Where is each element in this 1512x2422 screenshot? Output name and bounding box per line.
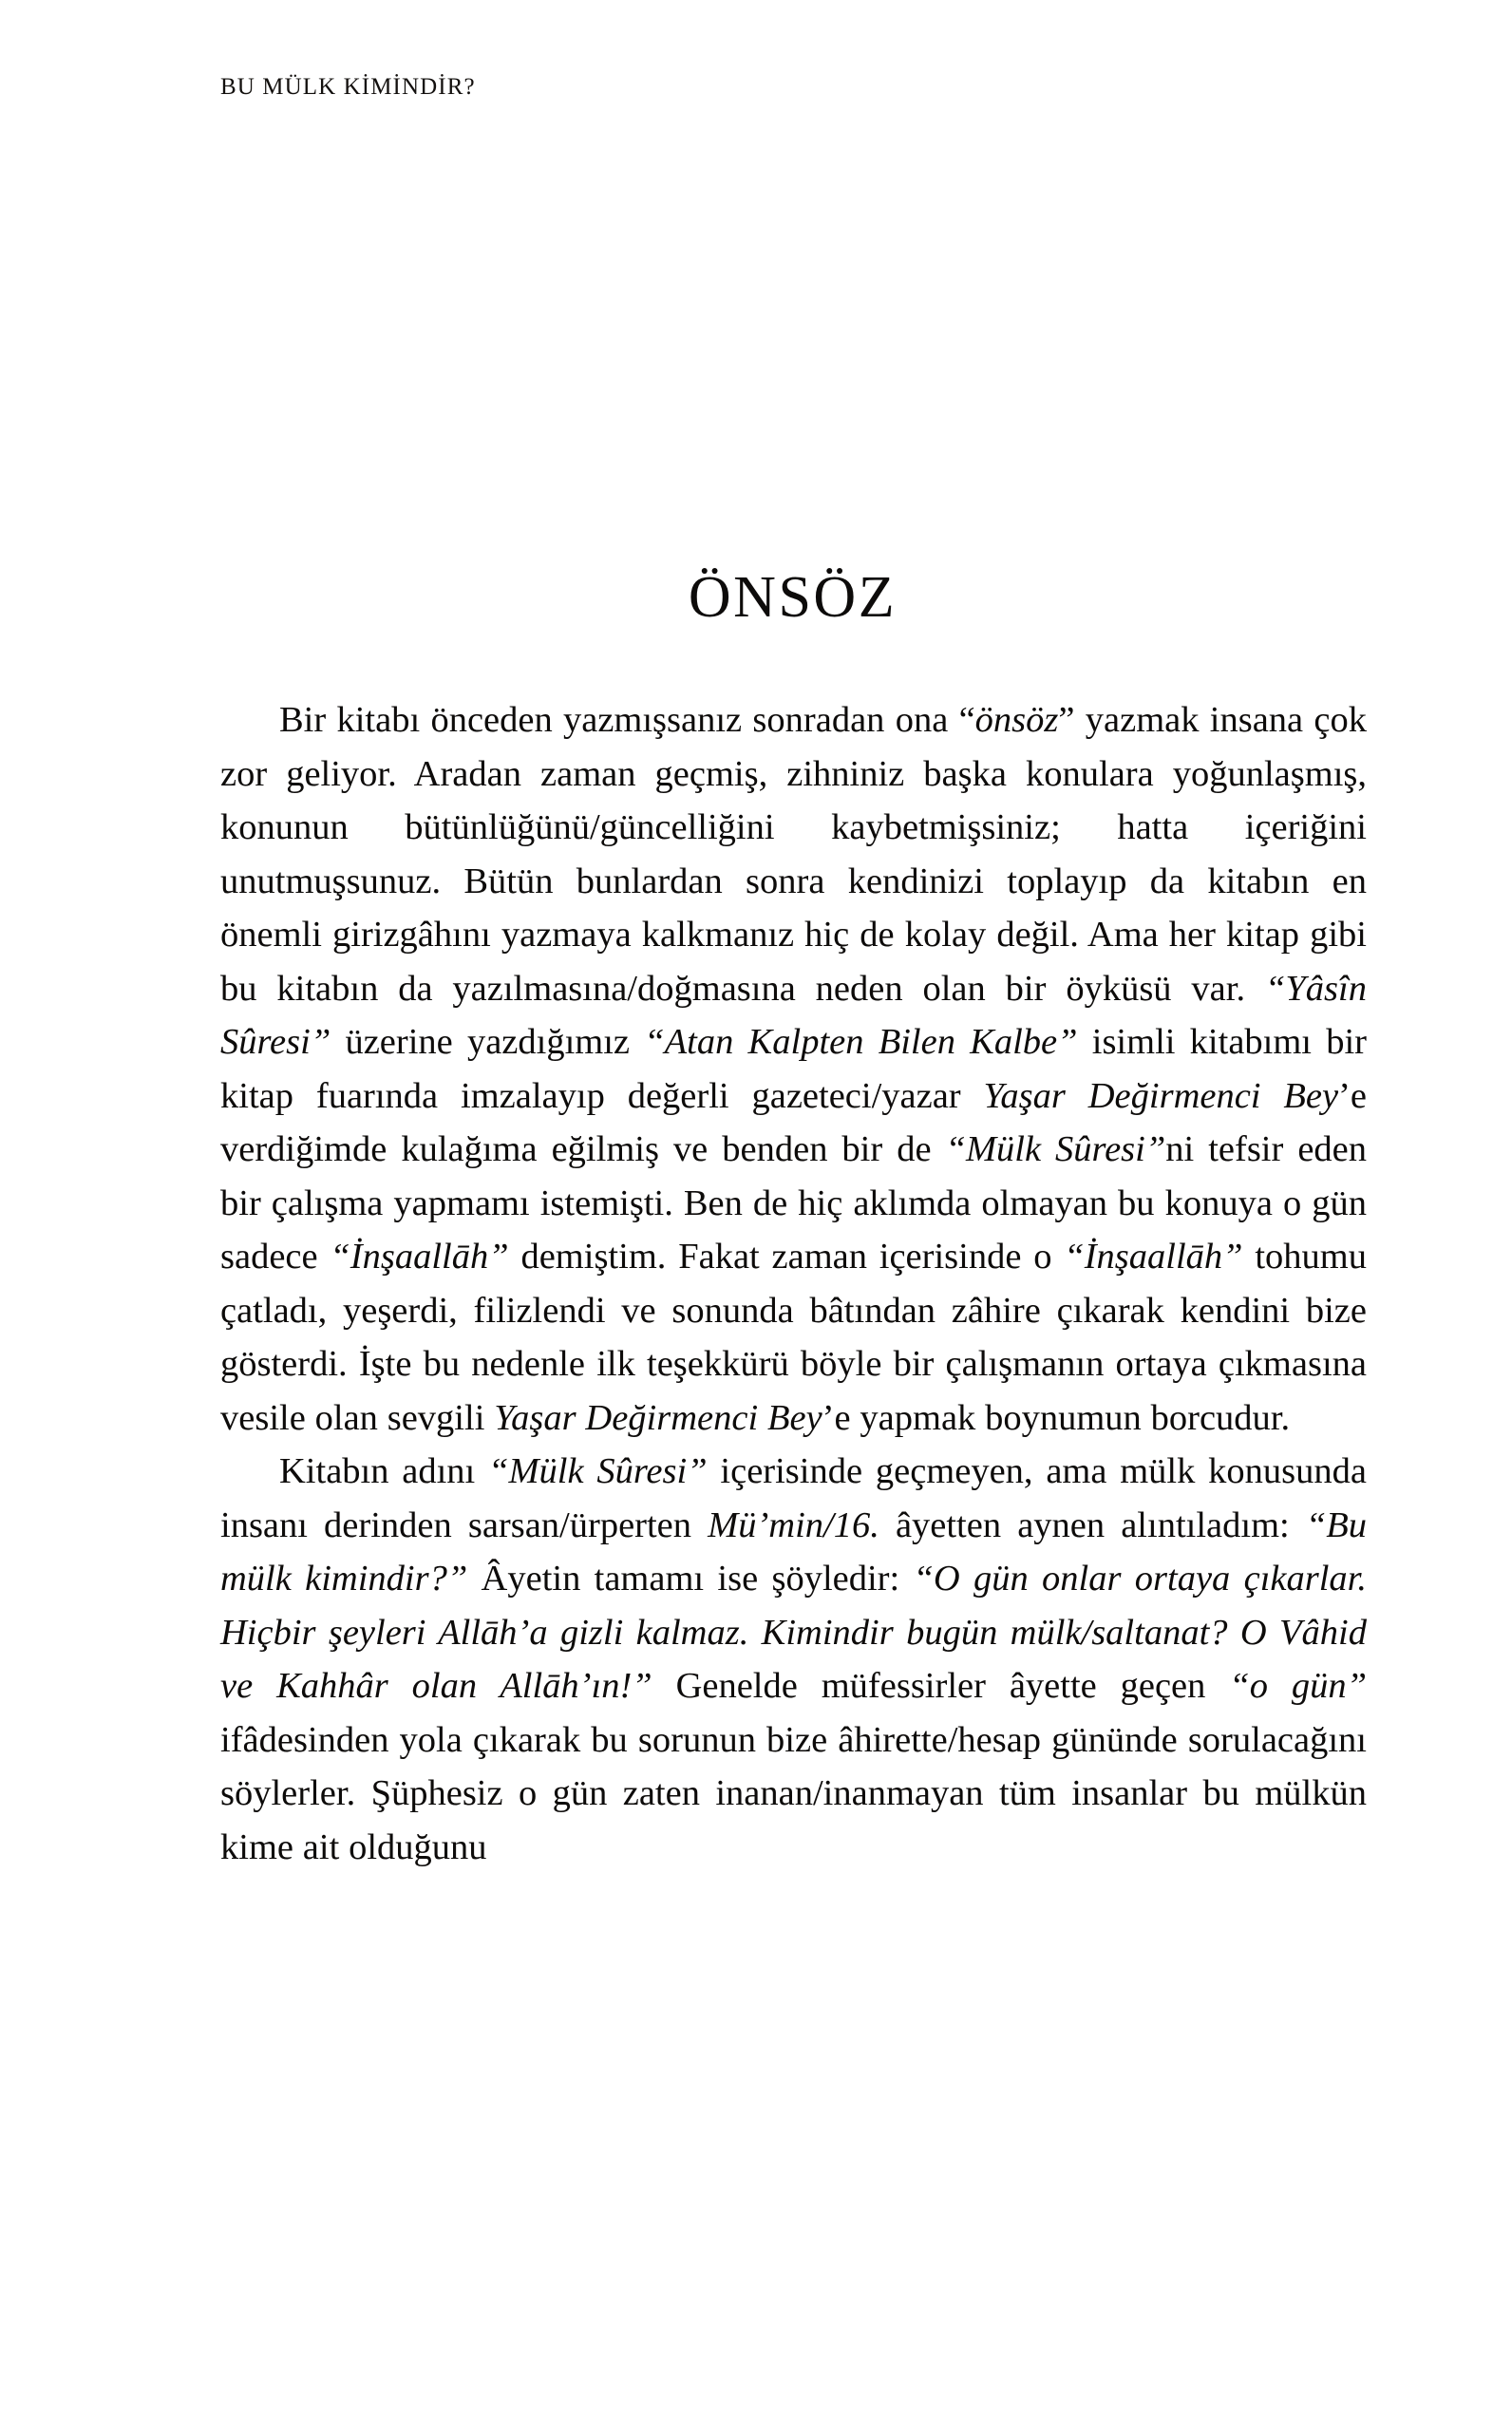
text-column	[220, 693, 1367, 1874]
text-run: isimli kitabımı bir kitap fuarında imzalayıp değerli gazeteci/yazar	[220, 1022, 1367, 1116]
italic-run: Yaşar Değirmenci Bey	[494, 1397, 822, 1438]
italic-run: “O gün onlar ortaya çıkarlar. Hiçbir şeyleri Allāh’a gizli kalmaz. Kimindir bugün mülk/saltanat? O Vâhid ve Kahhâr olan Allāh’ın!”	[220, 1559, 1367, 1706]
text-run: âyetten aynen alıntıladım:	[879, 1504, 1306, 1545]
italic-run: önsöz	[974, 700, 1059, 740]
italic-run: “Bu mülk kimindir?”	[220, 1504, 1367, 1599]
paragraph	[220, 1445, 1367, 1874]
text-run: ni tefsir eden bir çalışma yapmamı istemişti. Ben de hiç aklımda olmayan bu konuya o gün sadece	[220, 1129, 1367, 1277]
italic-run: “Yâsîn Sûresi”	[220, 968, 1367, 1062]
italic-run: “Mülk Sûresi”	[488, 1451, 708, 1491]
text-run: yazmak insana çok zor geliyor. Aradan zaman geçmiş, zihniniz başka konulara yoğunlaşmış, konunun bütünlüğünü/güncelliğini kaybetmişsiniz; hatta içeriğini unutmuşsunuz. Bütün bunlardan sonra kendinizi toplayıp da kitabın en önemli girizgâhını yazmaya kalkmanız hiç de kolay değil. Ama her kitap gibi bu kitabın da yazılmasına/doğmasına neden olan bir öyküsü var.	[220, 700, 1367, 1009]
italic-run: “İnşaallāh”	[1064, 1237, 1243, 1277]
text-run: içerisinde geçmeyen, ama mülk konusunda insanı derinden sarsan/ürperten	[220, 1451, 1367, 1545]
text-run: ”	[1058, 700, 1075, 740]
text-run: ’e verdiğimde kulağıma eğilmiş ve benden bir de	[220, 1075, 1368, 1169]
text-run: ifâdesinden yola çıkarak bu sorunun bize âhirette/hesap gününde sorulacağını söylerler. Şüphesiz o gün zaten inanan/inanmayan tüm insanlar bu mülkün kime ait olduğunu	[220, 1719, 1367, 1867]
text-run: üzerine yazdığımız	[331, 1022, 645, 1062]
italic-run: “Mülk Sûresi”	[945, 1129, 1166, 1169]
italic-run: Yaşar Değirmenci Bey	[983, 1075, 1339, 1116]
paragraph	[220, 693, 1367, 1445]
text-run: Genelde müfessirler âyette geçen	[652, 1666, 1230, 1706]
text-run: Âyetin tamamı ise şöyledir:	[467, 1559, 914, 1599]
text-run: Bir kitabı önceden yazmışsanız sonradan ona	[279, 700, 959, 740]
italic-run: Mü’min/16.	[708, 1504, 879, 1545]
italic-run: “İnşaallāh”	[330, 1237, 509, 1277]
text-run: Kitabın adını	[279, 1451, 489, 1491]
italic-run: “o gün”	[1229, 1666, 1367, 1706]
page-title: ÖNSÖZ	[688, 564, 898, 630]
running-header: BU MÜLK KİMİNDİR?	[220, 74, 476, 100]
text-run: ’e yapmak boynumun borcudur.	[822, 1397, 1291, 1438]
text-run: demiştim. Fakat zaman içerisinde o	[508, 1237, 1065, 1277]
text-run: “	[958, 700, 975, 740]
text-run: tohumu çatladı, yeşerdi, filizlendi ve sonunda bâtından zâhire çıkarak kendini bize gösterdi. İşte bu nedenle ilk teşekkürü böyle bir çalışmanın ortaya çıkmasına vesile olan sevgili	[220, 1237, 1367, 1438]
italic-run: “Atan Kalpten Bilen Kalbe”	[644, 1022, 1078, 1062]
